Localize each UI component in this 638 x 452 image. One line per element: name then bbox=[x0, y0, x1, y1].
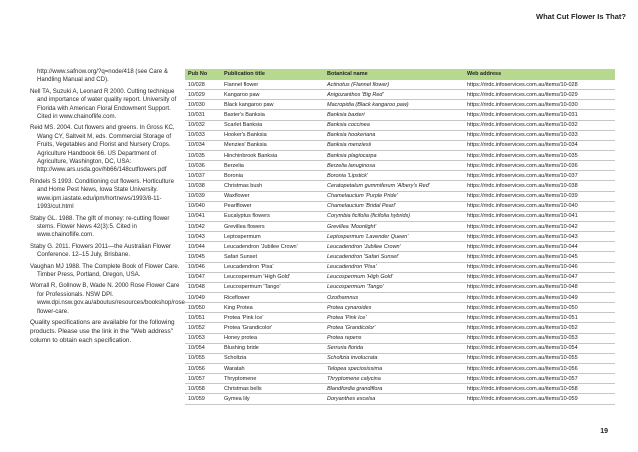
web-address-link[interactable]: https://rirdc.infoservices.com.au/items/10-034 bbox=[464, 140, 615, 150]
page-header-title: What Cut Flower Is That? bbox=[536, 12, 626, 21]
botanical-name-cell: Protea cynaroides bbox=[324, 303, 464, 313]
pub-no-cell: 10/032 bbox=[185, 120, 221, 130]
botanical-name-cell: Thryptomene calycina bbox=[324, 374, 464, 384]
table-row bbox=[185, 161, 615, 171]
botanical-name-cell: Protea 'Pink Ice' bbox=[324, 313, 464, 323]
botanical-name-cell: Chamelaucium 'Purple Pride' bbox=[324, 191, 464, 201]
table-row bbox=[185, 221, 615, 231]
botanical-name-cell: Grevillea 'Moonlight' bbox=[324, 221, 464, 231]
botanical-name-cell: Leucadendron 'Jubilee Crown' bbox=[324, 242, 464, 252]
table-row bbox=[185, 191, 615, 201]
web-address-link[interactable]: https://rirdc.infoservices.com.au/items/10-044 bbox=[464, 242, 615, 252]
publication-title-cell: Boronia bbox=[221, 171, 324, 181]
pub-no-cell: 10/035 bbox=[185, 150, 221, 160]
publication-title-cell: Kangaroo paw bbox=[221, 90, 324, 100]
table-row bbox=[185, 272, 615, 282]
pub-no-cell: 10/052 bbox=[185, 323, 221, 333]
web-address-link[interactable]: https://rirdc.infoservices.com.au/items/10-038 bbox=[464, 181, 615, 191]
web-address-link[interactable]: https://rirdc.infoservices.com.au/items/10-040 bbox=[464, 201, 615, 211]
publication-title-cell: Grevillea flowers bbox=[221, 221, 324, 231]
botanical-name-cell: Ozothamnus bbox=[324, 292, 464, 302]
page-number: 19 bbox=[600, 428, 608, 435]
botanical-name-cell: Banksia coccinea bbox=[324, 120, 464, 130]
pub-no-cell: 10/028 bbox=[185, 80, 221, 90]
table-row bbox=[185, 353, 615, 363]
publication-title-cell: Leptospermum bbox=[221, 232, 324, 242]
web-address-link[interactable]: https://rirdc.infoservices.com.au/items/10-049 bbox=[464, 292, 615, 302]
publication-title-cell: Thryptomene bbox=[221, 374, 324, 384]
pub-no-cell: 10/047 bbox=[185, 272, 221, 282]
web-address-link[interactable]: https://rirdc.infoservices.com.au/items/10-056 bbox=[464, 363, 615, 373]
table-row bbox=[185, 140, 615, 150]
web-address-link[interactable]: https://rirdc.infoservices.com.au/items/10-048 bbox=[464, 282, 615, 292]
web-address-link[interactable]: https://rirdc.infoservices.com.au/items/10-055 bbox=[464, 353, 615, 363]
header-pub-no: Pub No bbox=[185, 69, 221, 80]
web-address-link[interactable]: https://rirdc.infoservices.com.au/items/10-032 bbox=[464, 120, 615, 130]
reference-item: Nell TA, Suzuki A, Leonard R 2000. Cutting technique and importance of water quality report. University of Florida with American Floral Endowment Support. Cited in www.chainoflife.com. bbox=[30, 87, 177, 121]
botanical-name-cell: Leptospermum 'Lavender Queen' bbox=[324, 232, 464, 242]
botanical-name-cell: Banksia plagiocarpa bbox=[324, 150, 464, 160]
botanical-name-cell: Leucadendron 'Pisa' bbox=[324, 262, 464, 272]
publication-title-cell: Honey protea bbox=[221, 333, 324, 343]
botanical-name-cell: Actinotus (Flannel flower) bbox=[324, 80, 464, 90]
header-publication-title: Publication title bbox=[221, 69, 324, 80]
web-address-link[interactable]: https://rirdc.infoservices.com.au/items/10-036 bbox=[464, 161, 615, 171]
publication-title-cell: Christmas bells bbox=[221, 384, 324, 394]
web-address-link[interactable]: https://rirdc.infoservices.com.au/items/10-033 bbox=[464, 130, 615, 140]
publication-title-cell: Protea 'Pink Ice' bbox=[221, 313, 324, 323]
table-row bbox=[185, 292, 615, 302]
pub-no-cell: 10/038 bbox=[185, 181, 221, 191]
publication-title-cell: Scarlet Banksia bbox=[221, 120, 324, 130]
publication-title-cell: Leucospermum 'Tango' bbox=[221, 282, 324, 292]
publication-title-cell: Leucospermum 'High Gold' bbox=[221, 272, 324, 282]
web-address-link[interactable]: https://rirdc.infoservices.com.au/items/10-057 bbox=[464, 374, 615, 384]
table-row bbox=[185, 181, 615, 191]
botanical-name-cell: Serruria florida bbox=[324, 343, 464, 353]
publication-title-cell: Black kangaroo paw bbox=[221, 100, 324, 110]
table-row bbox=[185, 363, 615, 373]
table-row bbox=[185, 80, 615, 90]
pub-no-cell: 10/056 bbox=[185, 363, 221, 373]
web-address-link[interactable]: https://rirdc.infoservices.com.au/items/10-050 bbox=[464, 303, 615, 313]
pub-no-cell: 10/057 bbox=[185, 374, 221, 384]
pub-no-cell: 10/044 bbox=[185, 242, 221, 252]
table-row bbox=[185, 303, 615, 313]
botanical-name-cell: Banksia baxteri bbox=[324, 110, 464, 120]
botanical-name-cell: Corymbia ficifolia (ficifolia hybrids) bbox=[324, 211, 464, 221]
web-address-link[interactable]: https://rirdc.infoservices.com.au/items/10-035 bbox=[464, 150, 615, 160]
botanical-name-cell: Anigozanthos 'Big Red' bbox=[324, 90, 464, 100]
pub-no-cell: 10/040 bbox=[185, 201, 221, 211]
pub-no-cell: 10/053 bbox=[185, 333, 221, 343]
pub-no-cell: 10/054 bbox=[185, 343, 221, 353]
botanical-name-cell: Protea 'Grandicolor' bbox=[324, 323, 464, 333]
table-row bbox=[185, 343, 615, 353]
publication-title-cell: Baxter's Banksia bbox=[221, 110, 324, 120]
botanical-name-cell: Boronia 'Lipstick' bbox=[324, 171, 464, 181]
botanical-name-cell: Banksia menziesii bbox=[324, 140, 464, 150]
botanical-name-cell: Banksia hookeriana bbox=[324, 130, 464, 140]
table-body bbox=[185, 80, 615, 405]
pub-no-cell: 10/034 bbox=[185, 140, 221, 150]
web-address-link[interactable]: https://rirdc.infoservices.com.au/items/10-045 bbox=[464, 252, 615, 262]
reference-item: http://www.safnow.org/?q=node/418 (see Care & Handling Manual and CD). bbox=[37, 68, 168, 84]
reference-item: Reid MS. 2004. Cut flowers and greens. In Gross KC, Wang CY, Saltveit M, eds. Commercial Storage of Fruits, Vegetables and Florist and Nursery Crops. Agriculture Handbook 66. US Department of Agriculture, Washington, DC, USA: http://www.ars.usda.gov/hb66/148cutflowers.pdf bbox=[30, 124, 175, 174]
botanical-name-cell: Berzelia lanuginosa bbox=[324, 161, 464, 171]
pub-no-cell: 10/049 bbox=[185, 292, 221, 302]
table-row bbox=[185, 242, 615, 252]
table-row bbox=[185, 120, 615, 130]
publication-title-cell: Pearlflower bbox=[221, 201, 324, 211]
web-address-link[interactable]: https://rirdc.infoservices.com.au/items/10-043 bbox=[464, 232, 615, 242]
web-address-link[interactable]: https://rirdc.infoservices.com.au/items/10-031 bbox=[464, 110, 615, 120]
table-row bbox=[185, 384, 615, 394]
web-address-link[interactable]: https://rirdc.infoservices.com.au/items/10-039 bbox=[464, 191, 615, 201]
pub-no-cell: 10/045 bbox=[185, 252, 221, 262]
botanical-name-cell: Macropidia (Black kangaroo paw) bbox=[324, 100, 464, 110]
reference-item: Staby G. 2011. Flowers 2011—the Australian Flower Conference. 12–15 July, Brisbane. bbox=[30, 242, 172, 259]
publication-title-cell: Hooker's Banksia bbox=[221, 130, 324, 140]
table-row bbox=[185, 90, 615, 100]
pub-no-cell: 10/033 bbox=[185, 130, 221, 140]
web-address-link[interactable]: https://rirdc.infoservices.com.au/items/10-054 bbox=[464, 343, 615, 353]
publication-title-cell: Eucalyptus flowers bbox=[221, 211, 324, 221]
publication-title-cell: King Protea bbox=[221, 303, 324, 313]
publication-title-cell: Scholtzia bbox=[221, 353, 324, 363]
header-botanical-name: Botanical name bbox=[324, 69, 464, 80]
web-address-link[interactable]: https://rirdc.infoservices.com.au/items/10-058 bbox=[464, 384, 615, 394]
header-web-address: Web address bbox=[464, 69, 615, 80]
web-address-link[interactable]: https://rirdc.infoservices.com.au/items/10-037 bbox=[464, 171, 615, 181]
web-address-link[interactable]: https://rirdc.infoservices.com.au/items/10-059 bbox=[464, 394, 615, 404]
table-row bbox=[185, 333, 615, 343]
publication-title-cell: Riceflower bbox=[221, 292, 324, 302]
pub-no-cell: 10/048 bbox=[185, 282, 221, 292]
pub-no-cell: 10/043 bbox=[185, 232, 221, 242]
references-column bbox=[30, 68, 187, 346]
pub-no-cell: 10/031 bbox=[185, 110, 221, 120]
botanical-name-cell: Doryanthes excelsa bbox=[324, 394, 464, 404]
botanical-name-cell: Scholtzia involucrata bbox=[324, 353, 464, 363]
web-address-link[interactable]: https://rirdc.infoservices.com.au/items/10-042 bbox=[464, 221, 615, 231]
table-row bbox=[185, 262, 615, 272]
reference-item: Rindels S 1993. Conditioning cut flowers. Horticulture and Home Pest News, Iowa State University. www.ipm.iastate.edu/ipm/hortnews/1993/8-11-1993/cut.html bbox=[30, 177, 174, 211]
botanical-name-cell: Leucadendron 'Safari Sunset' bbox=[324, 252, 464, 262]
web-address-link[interactable]: https://rirdc.infoservices.com.au/items/10-030 bbox=[464, 100, 615, 110]
web-address-link[interactable]: https://rirdc.infoservices.com.au/items/10-052 bbox=[464, 323, 615, 333]
publication-title-cell: Waxflower bbox=[221, 191, 324, 201]
table-row bbox=[185, 394, 615, 404]
table-row bbox=[185, 232, 615, 242]
web-address-link[interactable]: https://rirdc.infoservices.com.au/items/10-051 bbox=[464, 313, 615, 323]
pub-no-cell: 10/046 bbox=[185, 262, 221, 272]
pub-no-cell: 10/029 bbox=[185, 90, 221, 100]
pub-no-cell: 10/055 bbox=[185, 353, 221, 363]
table-row bbox=[185, 211, 615, 221]
publication-title-cell: Safari Sunset bbox=[221, 252, 324, 262]
pub-no-cell: 10/050 bbox=[185, 303, 221, 313]
botanical-name-cell: Leucospermum 'High Gold' bbox=[324, 272, 464, 282]
pub-no-cell: 10/037 bbox=[185, 171, 221, 181]
table-row bbox=[185, 150, 615, 160]
botanical-name-cell: Blandfordia grandiflora bbox=[324, 384, 464, 394]
table-row bbox=[185, 171, 615, 181]
table-row bbox=[185, 130, 615, 140]
pub-no-cell: 10/059 bbox=[185, 394, 221, 404]
botanical-name-cell: Leucospermum 'Tango' bbox=[324, 282, 464, 292]
table-row bbox=[185, 313, 615, 323]
web-address-link[interactable]: https://rirdc.infoservices.com.au/items/10-041 bbox=[464, 211, 615, 221]
pub-no-cell: 10/030 bbox=[185, 100, 221, 110]
web-address-link[interactable]: https://rirdc.infoservices.com.au/items/10-053 bbox=[464, 333, 615, 343]
publication-title-cell: Waratah bbox=[221, 363, 324, 373]
table-row bbox=[185, 282, 615, 292]
publication-title-cell: Leucadendron 'Pisa' bbox=[221, 262, 324, 272]
web-address-link[interactable]: https://rirdc.infoservices.com.au/items/10-029 bbox=[464, 90, 615, 100]
pub-no-cell: 10/058 bbox=[185, 384, 221, 394]
botanical-name-cell: Ceratopetalum gummiferum 'Albery's Red' bbox=[324, 181, 464, 191]
publication-title-cell: Christmas bush bbox=[221, 181, 324, 191]
botanical-name-cell: Chamelaucium 'Bridal Pearl' bbox=[324, 201, 464, 211]
publication-title-cell: Leucadendron 'Jubilee Crown' bbox=[221, 242, 324, 252]
publication-title-cell: Protea 'Grandicolor' bbox=[221, 323, 324, 333]
web-address-link[interactable]: https://rirdc.infoservices.com.au/items/10-028 bbox=[464, 80, 615, 90]
reference-item: Staby GL. 1988. The gift of money: re-cutting flower stems. Flower News 42(3):5. Cited in www.chainoflife.com. bbox=[30, 214, 170, 239]
table-row bbox=[185, 100, 615, 110]
publication-title-cell: Gymea lily bbox=[221, 394, 324, 404]
pub-no-cell: 10/041 bbox=[185, 211, 221, 221]
pub-no-cell: 10/042 bbox=[185, 221, 221, 231]
botanical-name-cell: Protea repens bbox=[324, 333, 464, 343]
table-header-row bbox=[185, 69, 615, 80]
pub-no-cell: 10/039 bbox=[185, 191, 221, 201]
quality-spec-intro: Quality specifications are available for the following products. Please use the link in the "Web address" column to obtain each specification. bbox=[30, 318, 175, 344]
publications-table bbox=[185, 69, 615, 405]
reference-item: Vaughan MJ 1988. The Complete Book of Flower Care. Timber Press, Portland, Oregon, USA. bbox=[30, 262, 180, 278]
web-address-link[interactable]: https://rirdc.infoservices.com.au/items/10-046 bbox=[464, 262, 615, 272]
publication-title-cell: Menzies' Banksia bbox=[221, 140, 324, 150]
pub-no-cell: 10/051 bbox=[185, 313, 221, 323]
publication-title-cell: Flannel flower bbox=[221, 80, 324, 90]
table-row bbox=[185, 201, 615, 211]
reference-item: Worrall R, Gollnow B, Wade N. 2000 Rose Flower Care for Professionals. NSW DPI. www.dpi.nsw.gov.au/aboutus/resources/bookshop/rose-flower-care. bbox=[30, 282, 187, 315]
publication-title-cell: Berzelia bbox=[221, 161, 324, 171]
botanical-name-cell: Telopea speciosissima bbox=[324, 363, 464, 373]
publication-title-cell: Blushing bride bbox=[221, 343, 324, 353]
web-address-link[interactable]: https://rirdc.infoservices.com.au/items/10-047 bbox=[464, 272, 615, 282]
table-row bbox=[185, 110, 615, 120]
table-row bbox=[185, 323, 615, 333]
table-row bbox=[185, 252, 615, 262]
pub-no-cell: 10/036 bbox=[185, 161, 221, 171]
table-row bbox=[185, 374, 615, 384]
publication-title-cell: Hinchinbrook Banksia bbox=[221, 150, 324, 160]
